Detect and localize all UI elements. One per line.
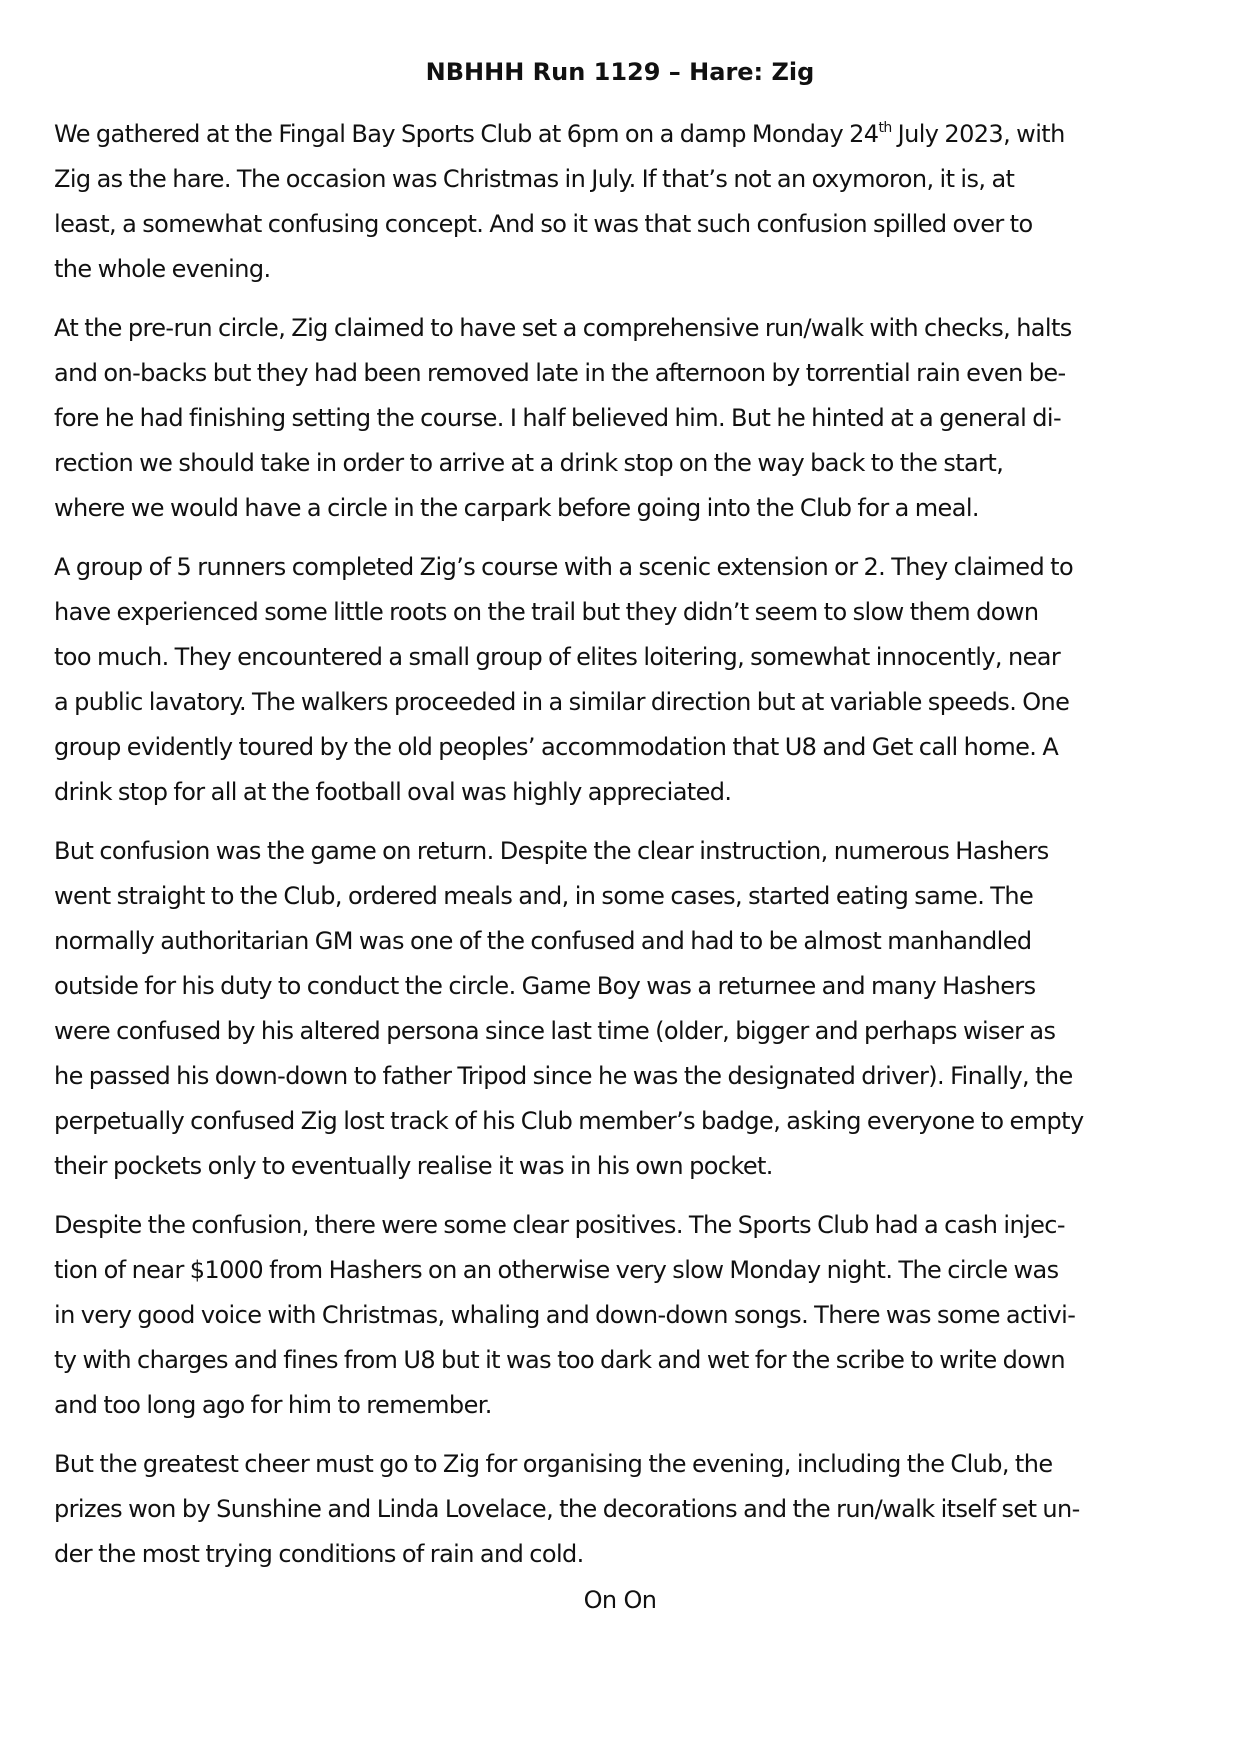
superscript-ordinal: th [878,120,892,136]
text-line: were confused by his altered persona since last time (older, bigger and perhaps wiser as [54,1017,1056,1045]
text-line: too much. They encountered a small group of elites loitering, somewhat innocently, near [54,643,1061,671]
text-line: Zig as the hare. The occasion was Christmas in July. If that’s not an oxymoron, it is, at [54,165,1015,193]
paragraph-confusion [54,829,1194,1189]
text-line: At the pre-run circle, Zig claimed to have set a comprehensive run/walk with checks, halts [54,314,1072,342]
text-line: he passed his down-down to father Tripod since he was the designated driver). Finally, the [54,1062,1073,1090]
text-line: rection we should take in order to arrive at a drink stop on the way back to the start, [54,449,1004,477]
text-line: the whole evening. [54,255,271,283]
text-line: least, a somewhat confusing concept. And so it was that such confusion spilled over to [54,210,1033,238]
text-line: Despite the confusion, there were some clear positives. The Sports Club had a cash injec- [54,1211,1065,1239]
text-segment: July 2023, with [891,120,1065,148]
paragraph-positives [54,1203,1194,1428]
paragraph-runners [54,545,1194,815]
text-segment: We gathered at the Fingal Bay Sports Club at 6pm on a damp Monday 24 [54,120,879,148]
text-line: But confusion was the game on return. Despite the clear instruction, numerous Hashers [54,837,1049,865]
closing-sign-off: On On [583,1586,657,1614]
text-line: prizes won by Sunshine and Linda Lovelace, the decorations and the run/walk itself set un- [54,1495,1080,1523]
text-line [54,112,1194,157]
text-line: ty with charges and fines from U8 but it was too dark and wet for the scribe to write down [54,1346,1066,1374]
document-body [54,112,1194,1591]
text-line: outside for his duty to conduct the circle. Game Boy was a returnee and many Hashers [54,972,1036,1000]
text-line: normally authoritarian GM was one of the confused and had to be almost manhandled [54,927,1032,955]
text-line: a public lavatory. The walkers proceeded in a similar direction but at variable speeds. One [54,688,1070,716]
text-line: der the most trying conditions of rain and cold. [54,1540,584,1568]
text-line: in very good voice with Christmas, whaling and down-down songs. There was some activi- [54,1301,1076,1329]
paragraph-pre-run-circle [54,306,1194,531]
text-line: fore he had finishing setting the course. I half believed him. But he hinted at a general di- [54,404,1062,432]
text-line: perpetually confused Zig lost track of his Club member’s badge, asking everyone to empty [54,1107,1084,1135]
text-line: drink stop for all at the football oval was highly appreciated. [54,778,732,806]
text-line: tion of near $1000 from Hashers on an otherwise very slow Monday night. The circle was [54,1256,1059,1284]
text-line: have experienced some little roots on the trail but they didn’t seem to slow them down [54,598,1039,626]
text-line: and on-backs but they had been removed late in the afternoon by torrential rain even be- [54,359,1066,387]
text-line: their pockets only to eventually realise it was in his own pocket. [54,1152,773,1180]
paragraph-cheer [54,1442,1194,1577]
text-line: A group of 5 runners completed Zig’s course with a scenic extension or 2. They claimed to [54,553,1074,581]
text-line: But the greatest cheer must go to Zig for organising the evening, including the Club, the [54,1450,1053,1478]
document-title: NBHHH Run 1129 – Hare: Zig [425,58,815,86]
text-line: and too long ago for him to remember. [54,1391,492,1419]
text-line: where we would have a circle in the carpark before going into the Club for a meal. [54,494,979,522]
text-line: went straight to the Club, ordered meals and, in some cases, started eating same. The [54,882,1034,910]
paragraph-gathering [54,112,1194,292]
text-line: group evidently toured by the old peoples’ accommodation that U8 and Get call home. A [54,733,1059,761]
